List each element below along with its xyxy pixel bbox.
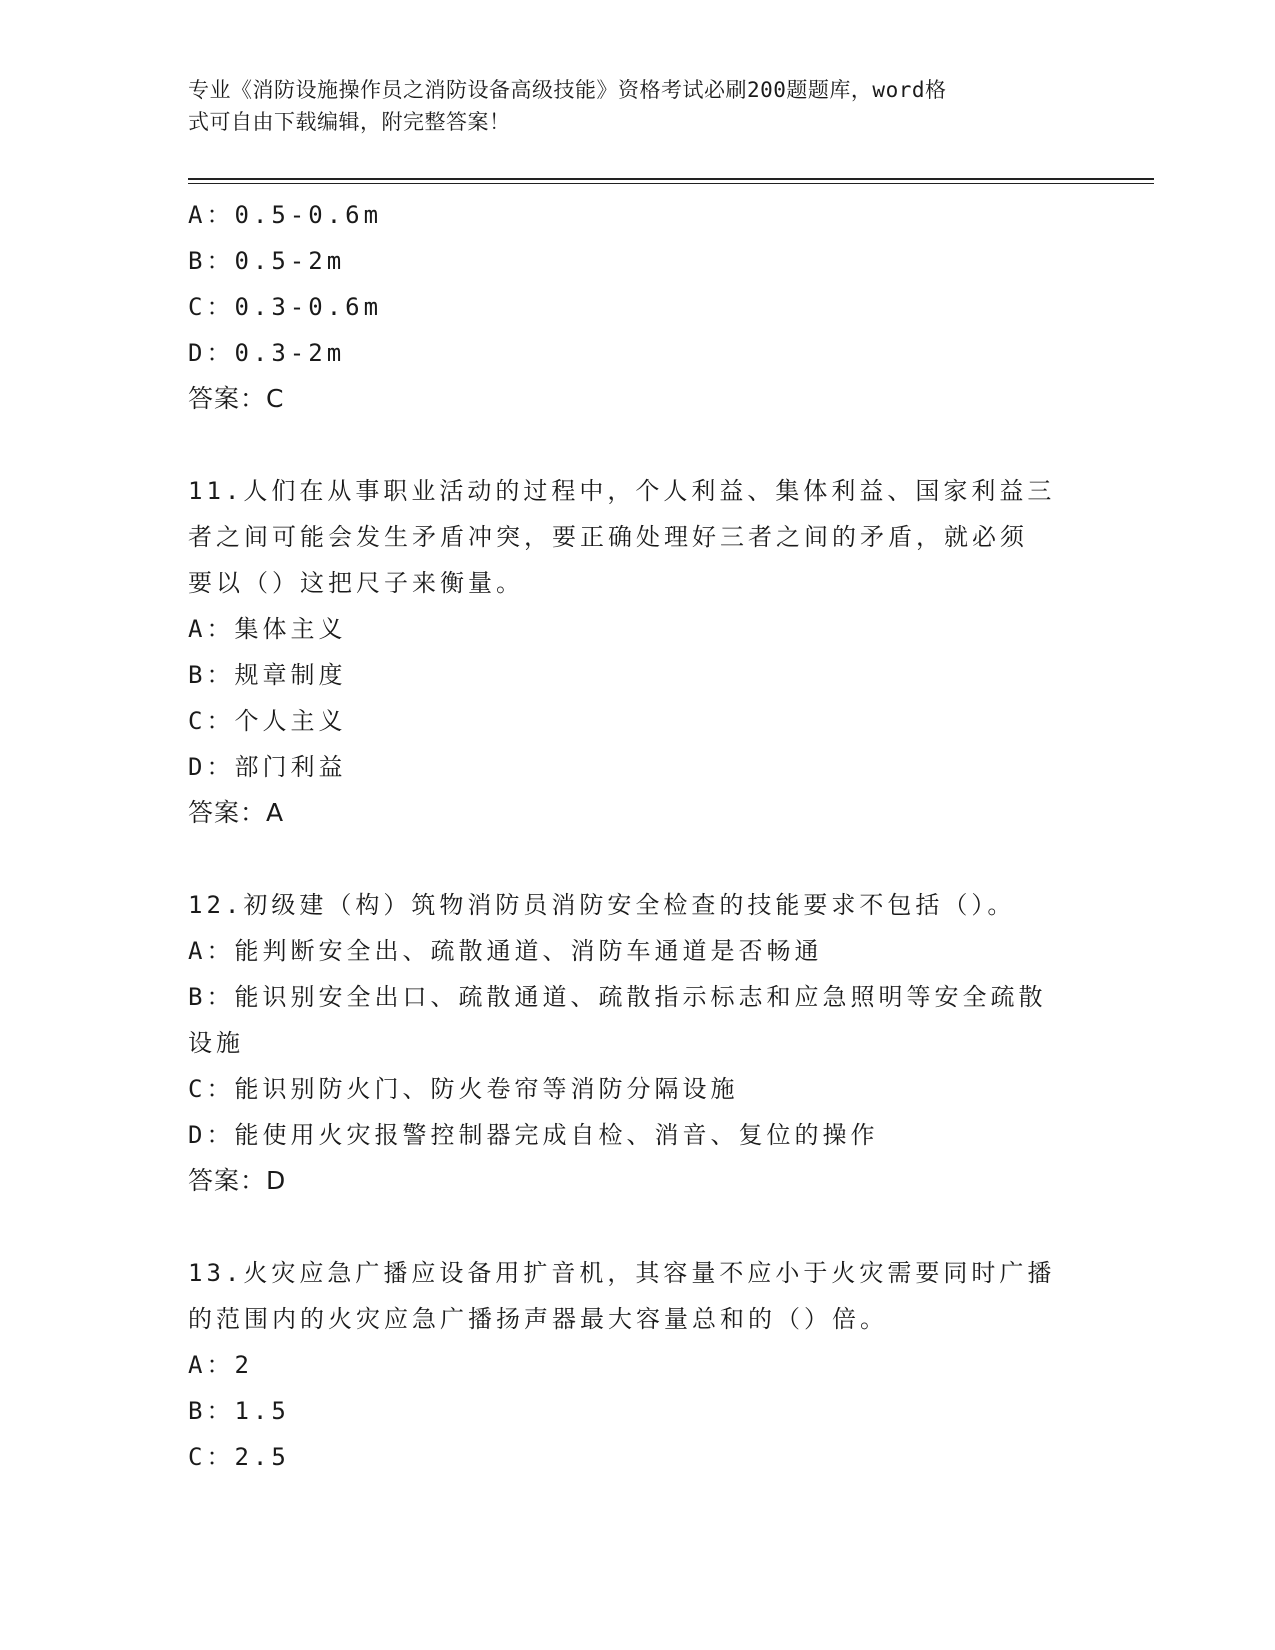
spacer xyxy=(188,836,1088,882)
option-c: C：个人主义 xyxy=(188,707,347,735)
header-divider-thin xyxy=(188,183,1154,184)
question-13 xyxy=(188,1250,1088,1480)
option-b: B：0.5-2m xyxy=(188,247,346,275)
question-list xyxy=(188,192,1088,1480)
question-text-line: 要以（）这把尺子来衡量。 xyxy=(188,569,524,597)
answer-line: 答案：A xyxy=(188,798,285,827)
question-11 xyxy=(188,468,1088,836)
option-c: C：能识别防火门、防火卷帘等消防分隔设施 xyxy=(188,1075,739,1103)
option-c: C：0.3-0.6m xyxy=(188,293,383,321)
option-d: D：部门利益 xyxy=(188,753,347,781)
question-text-line: 12.初级建（构）筑物消防员消防安全检查的技能要求不包括（）。 xyxy=(188,891,1016,919)
question-text-line: 的范围内的火灾应急广播扬声器最大容量总和的（）倍。 xyxy=(188,1305,888,1333)
header-line-1: 专业《消防设施操作员之消防设备高级技能》资格考试必刷200题题库，word格 xyxy=(188,78,947,102)
option-b: B：能识别安全出口、疏散通道、疏散指示标志和应急照明等安全疏散 xyxy=(188,983,1047,1011)
answer-line: 答案：D xyxy=(188,1166,287,1195)
option-a: A：集体主义 xyxy=(188,615,347,643)
option-c: C：2.5 xyxy=(188,1443,290,1471)
question-10 xyxy=(188,192,1088,422)
question-text-line: 13.火灾应急广播应设备用扩音机，其容量不应小于火灾需要同时广播 xyxy=(188,1259,1056,1287)
option-b-continued: 设施 xyxy=(188,1029,244,1057)
header-line-2: 式可自由下载编辑，附完整答案！ xyxy=(188,110,511,134)
question-text-line: 者之间可能会发生矛盾冲突，要正确处理好三者之间的矛盾，就必须 xyxy=(188,523,1028,551)
option-a: A：0.5-0.6m xyxy=(188,201,383,229)
option-b: B：1.5 xyxy=(188,1397,290,1425)
answer-line: 答案：C xyxy=(188,384,285,413)
option-a: A：2 xyxy=(188,1351,253,1379)
spacer xyxy=(188,1204,1088,1250)
question-text-line: 11.人们在从事职业活动的过程中，个人利益、集体利益、国家利益三 xyxy=(188,477,1056,505)
question-12 xyxy=(188,882,1088,1204)
document-header xyxy=(188,74,1068,138)
option-b: B：规章制度 xyxy=(188,661,347,689)
option-d: D：0.3-2m xyxy=(188,339,346,367)
option-d: D：能使用火灾报警控制器完成自检、消音、复位的操作 xyxy=(188,1121,879,1149)
spacer xyxy=(188,422,1088,468)
option-a: A：能判断安全出、疏散通道、消防车通道是否畅通 xyxy=(188,937,823,965)
header-divider-thick xyxy=(188,178,1154,180)
